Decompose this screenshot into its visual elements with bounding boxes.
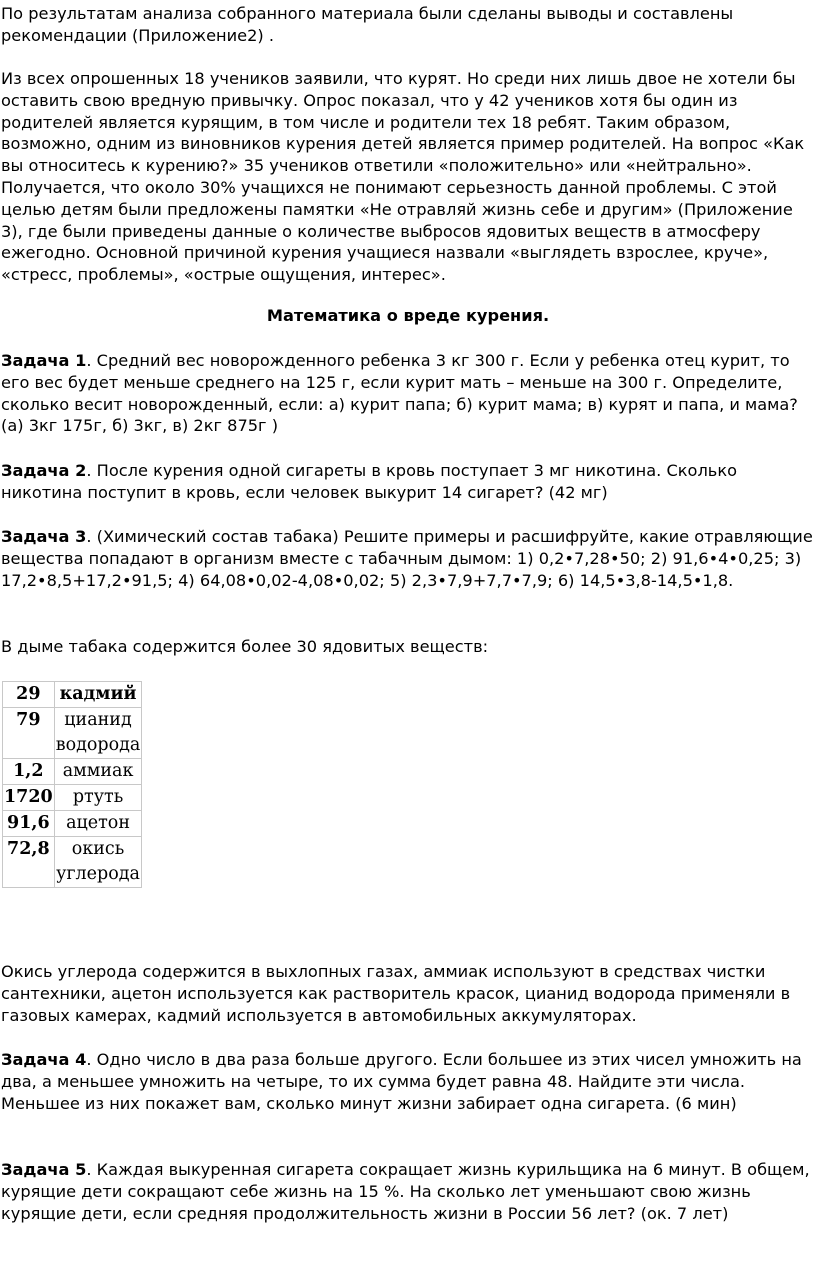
table-row [3, 708, 142, 759]
task-2 [1, 460, 813, 504]
toxin-value: 79 [3, 708, 55, 759]
toxin-value: 1,2 [3, 759, 55, 785]
task-1 [1, 350, 813, 437]
toxin-value: 29 [3, 682, 55, 708]
toxin-value: 72,8 [3, 837, 55, 888]
task-3 [1, 526, 813, 591]
task-3-text: . (Химический состав табака) Решите примеры и расшифруйте, какие отравляющие вещества попадают в организм вместе с табачным дымом: 1) 0,2•7,28•50; 2) 91,6•4•0,25; 3) 17,2•8,5+17,2•91,5; 4) 64,08•0,02-4,08•0,02; 5) 2,3•7,9+7,7•7,9; 6) 14,5•3,8-14,5•1,8. [1, 527, 813, 590]
task-3-label: Задача 3 [1, 527, 87, 546]
toxin-name: ртуть [54, 785, 142, 811]
intro-paragraph-1: По результатам анализа собранного материала были сделаны выводы и составлены рекомендации (Приложение2) . [1, 4, 734, 45]
table-row [3, 785, 142, 811]
intro-paragraph-2: Из всех опрошенных 18 учеников заявили, что курят. Но среди них лишь двое не хотели бы оставить свою вредную привычку. Опрос показал, что у 42 учеников хотя бы один из родителей является курящим, в том числе и родители тех 18 ребят. Таким образом, возможно, одним из виновников курения детей является пример родителей. На вопрос «Как вы относитесь к курению?» 35 учеников ответили «положительно» или «нейтрально». Получается, что около 30% учащихся не понимают серьезность данной проблемы. С этой целью детям были предложены памятки «Не отравляй жизнь себе и другим» (Приложение 3), где были приведены данные о количестве выбросов ядовитых веществ в атмосферу ежегодно. Основной причиной курения учащиеся назвали «выглядеть взрослее, круче», «стресс, проблемы», «острые ощущения, интерес». [1, 69, 805, 285]
section-title: Математика о вреде курения. [266, 306, 550, 325]
toxins-table [2, 681, 142, 888]
task-5-text: . Каждая выкуренная сигарета сокращает жизнь курильщика на 6 минут. В общем, курящие дети сокращают себе жизнь на 15 %. На сколько лет уменьшают свою жизнь курящие дети, если средняя продолжительность жизни в России 56 лет? (ок. 7 лет) [1, 1160, 810, 1223]
table-row [3, 811, 142, 837]
after-table-paragraph: Окись углерода содержится в выхлопных газах, аммиак используют в средствах чистки сантехники, ацетон используется как растворитель красок, цианид водорода применяли в газовых камерах, кадмий используется в автомобильных аккумуляторах. [1, 962, 791, 1025]
toxin-name: ацетон [54, 811, 142, 837]
table-row [3, 837, 142, 888]
table-row [3, 759, 142, 785]
task-4-label: Задача 4 [1, 1050, 87, 1069]
task-2-label: Задача 2 [1, 461, 87, 480]
task-5 [1, 1159, 813, 1224]
task-4 [1, 1049, 813, 1114]
toxin-value: 91,6 [3, 811, 55, 837]
toxin-name: окись углерода [54, 837, 142, 888]
task-1-text: . Средний вес новорожденного ребенка 3 кг 300 г. Если у ребенка отец курит, то его вес будет меньше среднего на 125 г, если курит мать – меньше на 300 г. Определите, сколько весит новорожденный, если: а) курит папа; б) курит мама; в) курят и папа, и мама? (а) 3кг 175г, б) 3кг, в) 2кг 875г ) [1, 351, 798, 436]
toxin-name: аммиак [54, 759, 142, 785]
task-4-text: . Одно число в два раза больше другого. Если большее из этих чисел умножить на два, а меньшее умножить на четыре, то их сумма будет равна 48. Найдите эти числа. Меньшее из них покажет вам, сколько минут жизни забирает одна сигарета. (6 мин) [1, 1050, 802, 1113]
table-row [3, 682, 142, 708]
task-1-label: Задача 1 [1, 351, 87, 370]
toxin-name: цианид водорода [54, 708, 142, 759]
smoke-intro: В дыме табака содержится более 30 ядовитых веществ: [1, 637, 489, 656]
task-5-label: Задача 5 [1, 1160, 87, 1179]
toxin-name: кадмий [54, 682, 142, 708]
toxin-value: 1720 [3, 785, 55, 811]
task-2-text: . После курения одной сигареты в кровь поступает 3 мг никотина. Сколько никотина поступит в кровь, если человек выкурит 14 сигарет? (42 мг) [1, 461, 738, 502]
